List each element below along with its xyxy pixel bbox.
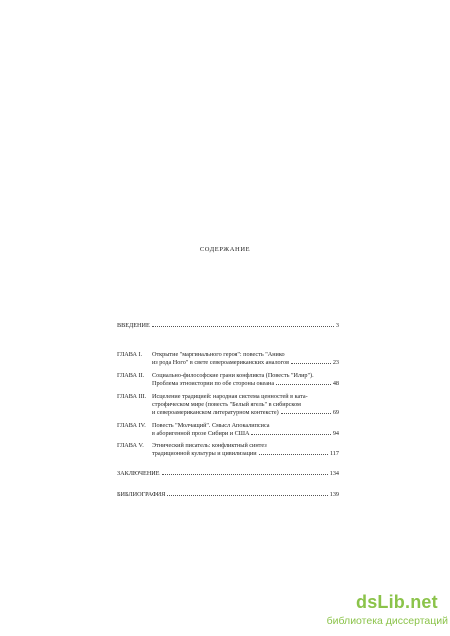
toc-chapter-label: ГЛАВА I. (117, 351, 143, 358)
toc-leader-dots (251, 434, 330, 435)
page-title: СОДЕРЖАНИЕ (199, 246, 251, 253)
toc-leader-dots (152, 326, 334, 327)
toc-chapter-label: ГЛАВА V. (117, 442, 144, 449)
toc-entry-chapter-2 (117, 372, 339, 388)
toc-page-number: 23 (332, 359, 339, 366)
toc-entry-chapter-4 (117, 422, 339, 438)
toc-chapter-title: Повесть "Молчащий". Смысл Апокалипсиса (152, 422, 270, 429)
toc-chapter-title-cont: и североамериканском литературном контексте) (152, 409, 279, 416)
toc-leader-dots (276, 384, 331, 385)
toc-chapter-title: Социально-философские грани конфликта (Повесть "Илир"). (152, 372, 314, 379)
toc-entry-label: ВВЕДЕНИЕ (117, 322, 150, 329)
toc-leader-dots (167, 495, 327, 496)
toc-leader-dots (291, 363, 331, 364)
toc-chapter-label: ГЛАВА II. (117, 372, 145, 379)
toc-entry-label: ЗАКЛЮЧЕНИЕ (117, 470, 160, 477)
toc-entry-conclusion (117, 470, 339, 478)
toc-chapter-title-cont: традиционной культуры и цивилизации (152, 450, 257, 457)
toc-chapter-title-cont: Проблема этноистории по обе стороны океана (152, 380, 275, 387)
toc-page-number: 134 (329, 470, 339, 477)
toc-chapter-title: Открытие "маргинального героя": повесть "Анико (152, 351, 285, 358)
dslib-logo: dsLib.net (356, 592, 438, 612)
toc-entry-intro (117, 322, 339, 330)
toc-entry-bibliography (117, 491, 339, 499)
toc-entry-label: БИБЛИОГРАФИЯ (117, 491, 166, 498)
toc-page-number: 139 (329, 491, 339, 498)
toc-page-number: 69 (332, 409, 339, 416)
toc-entry-chapter-3 (117, 393, 339, 417)
toc-chapter-title-cont: в аборигенной прозе Сибири и США (152, 430, 250, 437)
toc-chapter-title: Исцеление традицией: народная система ценностей в ката- (152, 393, 308, 400)
toc-entry-chapter-1 (117, 351, 339, 367)
toc-chapter-title-cont: из рода Ного" в свете североамериканских аналогов (152, 359, 290, 366)
toc-page-number: 48 (332, 380, 339, 387)
toc-entry-chapter-5 (117, 442, 339, 458)
dslib-watermark (326, 592, 448, 632)
toc-page-number: 117 (329, 450, 339, 457)
toc-page-number: 3 (335, 322, 339, 329)
toc-page-number: 94 (332, 430, 339, 437)
toc-chapter-title-cont: строфическом мире (повесть "Белый ягель" в сибирском (152, 401, 301, 408)
toc-leader-dots (259, 454, 328, 455)
toc-leader-dots (281, 413, 331, 414)
toc-leader-dots (162, 474, 328, 475)
toc-chapter-title: Этнический писатель: конфликтный синтез (152, 442, 267, 449)
dslib-caption: библиотека диссертаций (326, 615, 448, 627)
toc-chapter-label: ГЛАВА III. (117, 393, 147, 400)
toc-chapter-label: ГЛАВА IV. (117, 422, 146, 429)
